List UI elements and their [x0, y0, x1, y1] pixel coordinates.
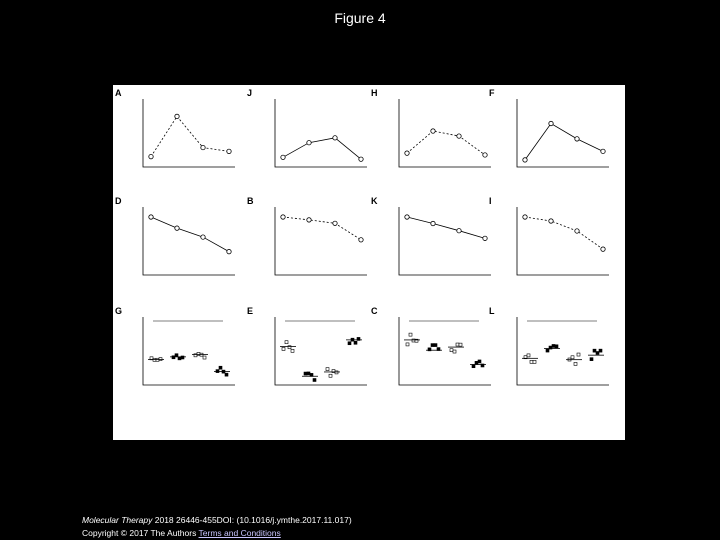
- series-line: [525, 124, 603, 160]
- series-line: [407, 217, 485, 238]
- data-point: [326, 368, 329, 371]
- data-point: [281, 155, 285, 159]
- data-point: [216, 370, 219, 373]
- data-point: [175, 354, 178, 357]
- panel-axes: [275, 99, 367, 167]
- data-point: [555, 345, 558, 348]
- data-point: [409, 333, 412, 336]
- data-point: [178, 357, 181, 360]
- journal-name: Molecular Therapy: [82, 515, 153, 525]
- data-point: [523, 158, 527, 162]
- data-point: [348, 342, 351, 345]
- data-point: [450, 349, 453, 352]
- panel-label: E: [247, 306, 254, 316]
- data-point: [307, 218, 311, 222]
- panel-label: L: [489, 306, 495, 316]
- terms-link[interactable]: Terms and Conditions: [198, 528, 281, 538]
- figure-image: [113, 85, 625, 440]
- series-line: [525, 217, 603, 249]
- data-point: [329, 374, 332, 377]
- panel-label: K: [371, 196, 378, 206]
- data-point: [523, 215, 527, 219]
- panel-label: D: [115, 196, 122, 206]
- data-point: [527, 354, 530, 357]
- data-point: [359, 157, 363, 161]
- panel-label: H: [371, 88, 378, 98]
- data-point: [285, 341, 288, 344]
- data-point: [530, 360, 533, 363]
- slide-title: Figure 4: [334, 10, 386, 26]
- panel-axes: [399, 99, 491, 167]
- panel-label: I: [489, 196, 492, 206]
- data-point: [405, 215, 409, 219]
- data-point: [313, 378, 316, 381]
- panel-label: C: [371, 306, 378, 316]
- data-point: [333, 221, 337, 225]
- panel-label: A: [115, 88, 122, 98]
- data-point: [307, 141, 311, 145]
- citation: [82, 514, 352, 540]
- panel-axes: [143, 99, 235, 167]
- series-line: [151, 217, 229, 252]
- panel-axes: [275, 207, 367, 275]
- data-point: [431, 129, 435, 133]
- panel-axes: [517, 99, 609, 167]
- panel-label: F: [489, 88, 495, 98]
- data-point: [405, 151, 409, 155]
- data-point: [457, 134, 461, 138]
- data-point: [181, 356, 184, 359]
- data-point: [149, 215, 153, 219]
- data-point: [359, 238, 363, 242]
- data-point: [201, 235, 205, 239]
- data-point: [574, 362, 577, 365]
- data-point: [227, 249, 231, 253]
- series-line: [283, 217, 361, 240]
- data-point: [335, 371, 338, 374]
- panel-label: G: [115, 306, 123, 316]
- data-point: [478, 360, 481, 363]
- data-point: [453, 350, 456, 353]
- panel-label: B: [247, 196, 254, 206]
- data-point: [575, 229, 579, 233]
- data-point: [575, 137, 579, 141]
- data-point: [225, 373, 228, 376]
- data-point: [596, 352, 599, 355]
- data-point: [175, 114, 179, 118]
- data-point: [601, 247, 605, 251]
- data-point: [219, 366, 222, 369]
- data-point: [203, 356, 206, 359]
- data-point: [549, 121, 553, 125]
- data-point: [304, 372, 307, 375]
- data-point: [201, 145, 205, 149]
- data-point: [571, 356, 574, 359]
- data-point: [593, 349, 596, 352]
- data-point: [459, 343, 462, 346]
- data-point: [599, 349, 602, 352]
- data-point: [483, 153, 487, 157]
- data-point: [434, 344, 437, 347]
- panel-axes: [143, 317, 235, 385]
- panel-axes: [399, 317, 491, 385]
- panel-axes: [517, 207, 609, 275]
- data-point: [175, 226, 179, 230]
- data-point: [197, 352, 200, 355]
- copyright: Copyright © 2017 The Authors: [82, 528, 197, 538]
- panel-axes: [275, 317, 367, 385]
- data-point: [307, 372, 310, 375]
- data-point: [577, 353, 580, 356]
- data-point: [483, 236, 487, 240]
- data-point: [533, 360, 536, 363]
- data-point: [552, 344, 555, 347]
- figure-panels: [113, 85, 625, 440]
- citation-details: 2018 26446-455DOI: (10.1016/j.ymthe.2017.11.017): [152, 515, 352, 525]
- data-point: [354, 341, 357, 344]
- series-line: [407, 131, 485, 155]
- panel-axes: [143, 207, 235, 275]
- data-point: [546, 349, 549, 352]
- data-point: [281, 215, 285, 219]
- series-line: [283, 138, 361, 159]
- data-point: [590, 358, 593, 361]
- data-point: [172, 356, 175, 359]
- data-point: [472, 365, 475, 368]
- data-point: [406, 343, 409, 346]
- data-point: [333, 136, 337, 140]
- data-point: [149, 154, 153, 158]
- data-point: [227, 149, 231, 153]
- data-point: [282, 347, 285, 350]
- data-point: [431, 221, 435, 225]
- data-point: [456, 343, 459, 346]
- data-point: [457, 228, 461, 232]
- data-point: [412, 339, 415, 342]
- panel-axes: [399, 207, 491, 275]
- data-point: [549, 219, 553, 223]
- series-line: [151, 116, 229, 156]
- data-point: [431, 344, 434, 347]
- data-point: [475, 361, 478, 364]
- data-point: [601, 149, 605, 153]
- panel-label: J: [247, 88, 253, 98]
- data-point: [291, 349, 294, 352]
